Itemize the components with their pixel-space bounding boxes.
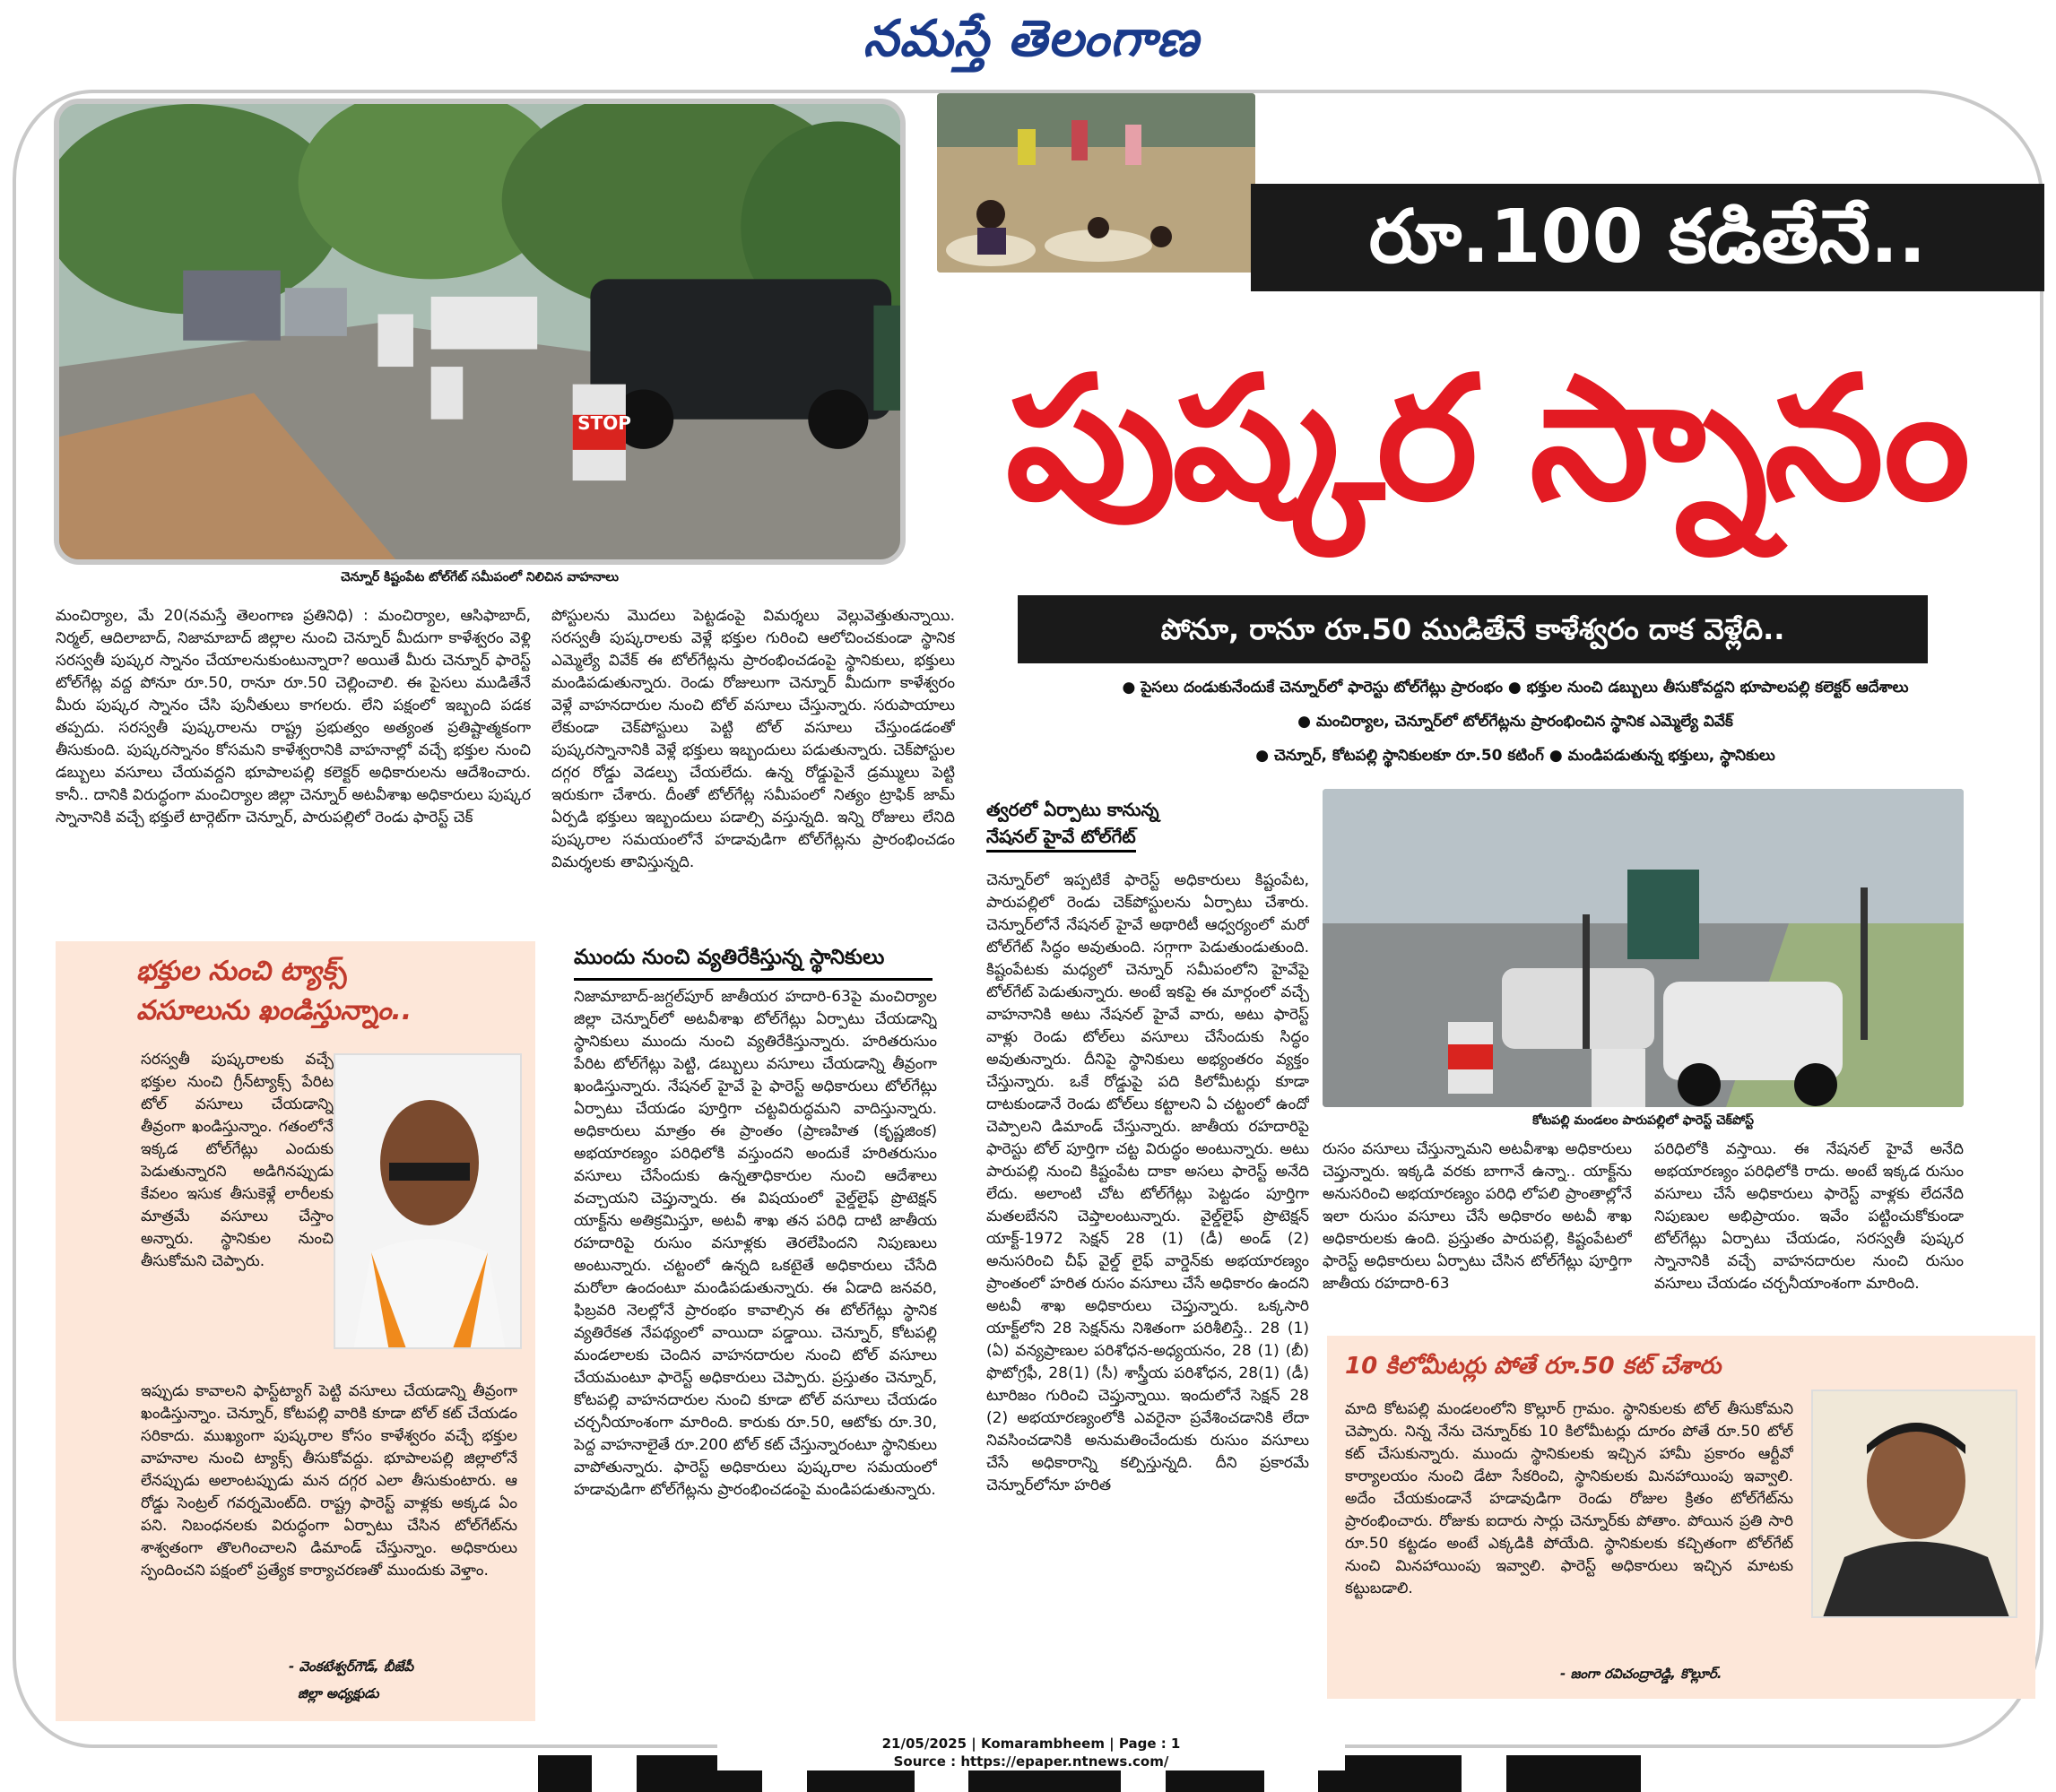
photo-caption: కోటపల్లి మండలం పారుపల్లిలో ఫారెస్ట్ చెక్‌పోస్ట్ (1532, 1113, 1754, 1128)
footer-date-edition: 21/05/2025 | Komarambheem | Page : 1 (881, 1736, 1181, 1752)
highlight-line: ● చెన్నూర్, కోటపల్లి స్థానికులకూ రూ.50 కటింగ్ ● మండిపడుతున్న భక్తులు, స్థానికులు (1255, 747, 1775, 765)
quote-title: 10 కిలోమీటర్లు పోతే రూ.50 కట్ చేశారు (1345, 1353, 1722, 1380)
highlight-line: ● పైసలు దండుకునేందుకే చెన్నూర్‌లో ఫారెస్టు టోల్‌గేట్లు ప్రారంభం ● భక్తుల నుంచి డబ్బులు తీసుకోవద్దని భూపాలపల్లి కలెక్టర్ ఆదేశాలు (1122, 679, 1909, 697)
footer-source: Source : https://epaper.ntnews.com/ (893, 1753, 1169, 1770)
photo-pushkar-bathers (937, 93, 1255, 273)
section-heading-locals: ముందు నుంచి వ్యతిరేకిస్తున్న స్థానికులు (574, 946, 933, 981)
kicker-banner: రూ.100 కడితేనే.. (1251, 184, 2044, 291)
quote-box-bjp (56, 941, 535, 1721)
portrait-photo (1811, 1389, 2017, 1618)
article-column-6: పరిధిలోకి వస్తాయి. ఈ నేషనల్ హైవే అనేది అభయారణ్యం పరిధిలోకి రాదు. అంటే ఇక్కడ రుసుం వసూలు చేసే అధికారులు ఫారెస్ట్ వాళ్లకు లేదనేది నిపుణుల అభిప్రాయం. ఇవేం పట్టించుకోకుండా టోల్‌గేట్లు ఏర్పాటు చేయడం, సరస్వతీ పుష్కర స్నానానికి వచ్చే వాహనదారుల నుంచి రుసుం వసూలు చేయడం చర్చనీయాంశంగా మారింది. (1654, 1140, 1964, 1293)
masthead-logo: నమస్తే తెలంగాణ (863, 9, 1200, 68)
quote-signature: - జంగా రవిచంద్రారెడ్డి, కొల్లూర్. (1560, 1666, 1722, 1682)
highlight-line: ● మంచిర్యాల, చెన్నూర్‌లో టోల్‌గేట్లను ప్రారంభించిన స్థానిక ఎమ్మెల్యే వివేక్ (1297, 713, 1733, 731)
section-heading-line: నేషనల్ హైవే టోల్‌గేట్ (986, 823, 1136, 853)
quote-signature: - వెంకటేశ్వర్‌గౌడ్, బీజేపీ (289, 1658, 414, 1675)
quote-signature-title: జిల్లా అధ్యక్షుడు (298, 1685, 379, 1701)
highlights (986, 671, 2044, 773)
quote-text: మాది కోటపల్లి మండలంలోని కొల్లూర్ గ్రామం. స్థానికులకు టోల్ తీసుకోమని చెప్పారు. నిన్న నేను చెన్నూర్‌కు 10 కిలోమీటర్లు దూరం పోతే రూ.50 టోల్ కట్ చేసుకున్నారు. ముందు స్థానికులకు ఇచ్చిన హామీ ప్రకారం ఆర్టీవో కార్యాలయం నుంచి డేటా సేకరించి, స్థానికులకు మినహాయింపు ఇవ్వాలి. అదేం చేయకుండానే హడావుడిగా రెండు రోజుల క్రితం టోల్‌గేట్‌ను ప్రారంభించారు. రోజుకు ఐదారు సార్లు చెన్నూర్‌కు పోతాం. పోయిన ప్రతి సారి రూ.50 కట్టడం అంటే ఎక్కడికి పోయేది. స్థానికులకు కచ్చితంగా టోల్‌గేట్ నుంచి మినహాయింపు ఇవ్వాలి. ఫారెస్ట్ అధికారులు ఇచ్చిన మాటకు కట్టుబడాలి. (1345, 1400, 1793, 1597)
article-column-3: నిజామాబాద్-జగ్దల్‌పూర్ జాతీయర హదారి-63పై మంచిర్యాల జిల్లా చెన్నూర్‌లో అటవీశాఖ టోల్‌గేట్లు ఏర్పాటు చేయడాన్ని స్థానికులు ముందు నుంచి వ్యతిరేకిస్తున్నారు. హరితరుసుం పేరిట టోల్‌గేట్లు పెట్టి, డబ్బులు వసూలు చేయడాన్ని తీవ్రంగా ఖండిస్తున్నారు. నేషనల్ హైవే పై ఫారెస్ట్ అధికారులు టోల్‌గేట్లు ఏర్పాటు చేయడం పూర్తిగా చట్టవిరుద్ధమని వాదిస్తున్నారు. అధికారులు మాత్రం ఈ ప్రాంతం (ప్రాణహిత (కృష్ణజింక) అభయారణ్యం పరిధిలోకి వస్తుందని అందుకే హరితరుసుం వసూలు చేసేందుకు ఉన్నతాధికారుల నుంచి ఆదేశాలు వచ్చాయని చెప్తున్నారు. ఈ విషయంలో వైల్డ్‌లైఫ్ ప్రొటెక్షన్ యాక్ట్‌ను అతిక్రమిస్తూ, అటవీ శాఖ తన పరిధి దాటి జాతీయ రహదారిపై రుసుం వసూళ్లకు తెరలేపిందని నిపుణులు అంటున్నారు. చట్టంలో ఉన్నది ఒకటైతే అధికారులు చేసేది మరోలా ఉందంటూ మండిపడుతున్నారు. ఈ ఏడాది జనవరి, ఫిబ్రవరి నెలల్లోనే ప్రారంభం కావాల్సిన ఈ టోల్‌గేట్లు స్థానిక వ్యతిరేకత నేపథ్యంలో వాయిదా పడ్డాయి. చెన్నూర్, కోటపల్లి మండలాలకు చెందిన వాహనదారుల నుంచి టోల్ వసూలు చేయమంటూ ఫారెస్ట్ అధికారులు చెప్పారు. ప్రస్తుతం చెన్నూర్, కోటపల్లి వాహనదారుల నుంచి కూడా టోల్ వసూలు చేయడం చర్చనీయాంశంగా మారింది. కారుకు రూ.50, ఆటోకు రూ.30, పెద్ద వాహనాలైతే రూ.200 టోల్ కట్ చేస్తున్నారంటూ స్థానికులు వాపోతున్నారు. ఫారెస్ట్ అధికారులు పుష్కరాల సమయంలో హడావుడిగా టోల్‌గేట్లను ప్రారంభించడంపై మండిపడుతున్నారు. (574, 988, 937, 1499)
stop-sign: STOP (577, 412, 631, 434)
portrait-photo (334, 1053, 522, 1349)
article-column-4: చెన్నూర్‌లో ఇప్పటికే ఫారెస్ట్ అధికారులు కిష్టంపేట, పారుపల్లిలో రెండు చెక్‌పోస్టులను ఏర్పాటు చేశారు. చెన్నూర్‌లోనే నేషనల్ హైవే అథారిటీ ఆధ్వర్యంలో మరో టోల్‌గేట్ సిద్ధం అవుతుంది. సగ్గాగా పెడుతుండుతుంది. కిష్టంపేటకు మధ్యలో చెన్నూర్ సమీపంలోని హైవేపై టోల్‌గేట్ పెడుతున్నారు. అంటే ఇకపై ఈ మార్గంలో వచ్చే వాహనానికి అటు నేషనల్ హైవే వారు, అటు ఫారెస్ట్ వాళ్లు రెండు టోల్‌లు వసూలు చేసేందుకు సిద్ధం అవుతున్నారు. దీనిపై స్థానికులు అభ్యంతరం వ్యక్తం చేస్తున్నారు. ఒకే రోడ్డుపై పది కిలోమీటర్లు కూడా దాటకుండానే రెండు టోల్‌లు కట్టాలని ఏ చట్టంలో ఉందో చెప్పాలని డిమాండ్ చేస్తున్నారు. జాతీయ రహదారిపై ఫారెస్టు టోల్ పూర్తిగా చట్ట విరుద్ధం అంటున్నారు. అటు పారుపల్లి నుంచి కిష్టంపేట దాకా అసలు ఫారెస్ట్ అనేది లేదు. అలాంటి చోట టోల్‌గేట్లు పెట్టడం పూర్తిగా మతలబేనని చెప్తాలంటున్నారు. వైల్డ్‌లైఫ్ ప్రొటెక్షన్ యాక్ట్-1972 సెక్షన్ 28 (1) (డీ) అండ్ (2) అనుసరించి చీఫ్ వైల్డ్ లైఫ్ వార్డెన్‌కు అభయారణ్యం ప్రాంతంలో హరిత రుసం వసూలు చేసే అధికారం ఉందని అటవీ శాఖ అధికారులు చెప్తున్నారు. ఒక్కసారి యాక్ట్‌లోని 28 సెక్షన్‌ను నిశితంగా పరిశీలిస్తే.. 28 (1) (ఏ) వన్యప్రాణుల పరిశోధన-అధ్యయనం, 28 (1) (బీ) ఫొటోగ్రఫీ, 28(1) (సీ) శాస్త్రీయ పరిశోధన, 28(1) (డీ) టూరిజం గురించి చెప్తున్నాయి. ఇందులోనే సెక్షన్ 28 (2) అభయారణ్యంలోకి ఎవరైనా ప్రవేశించడానికి లేదా నివసించడానికి అనుమతించేందుకు రుసుం వసూలు చేసే అధికారాన్ని కల్పిస్తున్నది. దీని ప్రకారమే చెన్నూర్‌లోనూ హరిత (986, 871, 1309, 1494)
photo-caption: చెన్నూర్ కిష్టంపేట టోల్‌గేట్ సమీపంలో నిలిచిన వాహనాలు (340, 570, 620, 584)
photo-tollgate-vehicles (54, 99, 906, 565)
photo-forest-checkpost (1323, 789, 1964, 1107)
section-heading-line: త్వరలో ఏర్పాటు కానున్న (986, 799, 1159, 820)
quote-box-local (1327, 1336, 2035, 1699)
quote-text-narrow: సరస్వతీ పుష్కరాలకు వచ్చే భక్తుల నుంచి గ్రీన్‌ట్యాక్స్ పేరిట టోల్ వసూలు చేయడాన్ని తీవ్రంగా ఖండిస్తున్నాం. గతంలోనే ఇక్కడ టోల్‌గేట్లు ఎందుకు పెడుతున్నారని అడిగినప్పుడు కేవలం ఇసుక తీసుకెళ్లే లారీలకు మాత్రమే వసూలు చేస్తాం అన్నారు. స్థానికుల నుంచి తీసుకోమని చెప్పారు. (141, 1051, 334, 1270)
article-column-5: రుసం వసూలు చేస్తున్నామని అటవీశాఖ అధికారులు చెప్తున్నారు. ఇక్కడి వరకు బాగానే ఉన్నా.. యాక్ట్‌ను అనుసరించి అభయారణ్యం పరిధి లోపలి ప్రాంతాల్లోనే ఇలా రుసుం వసూలు చేసే అధికారం అటవీ శాఖ అధికారులకు ఉంది. ప్రస్తుతం పారుపల్లి, కిష్టంపేటలో ఫారెస్ట్ అధికారులు ఏర్పాటు చేసిన టోల్‌గేట్లు పూర్తిగా జాతీయ రహదారి-63 (1323, 1140, 1632, 1293)
main-headline: పుష్కర స్నానం (1005, 340, 1967, 538)
article-column-1: మంచిర్యాల, మే 20(నమస్తే తెలంగాణ ప్రతినిధి) : మంచిర్యాల, ఆసిఫాబాద్, నిర్మల్, ఆదిలాబాద్, నిజామాబాద్ జిల్లాల నుంచి చెన్నూర్ మీదుగా కాళేశ్వరం వెళ్లి సరస్వతీ పుష్కర స్నానం చేయాలనుకుంటున్నారా? అయితే మీరు చెన్నూర్ ఫారెస్ట్ టోల్‌గేట్ల వద్ద పోనూ రూ.50, రానూ రూ.50 చెల్లించాలి. ఈ పైసలు ముడితేనే మీరు పుష్కర స్నానం చేసి పునీతులు కాగలరు. లేని పక్షంలో ఇబ్బంది పడక తప్పదు. సరస్వతీ పుష్కరాలను రాష్ట్ర ప్రభుత్వం అత్యంత ప్రతిష్టాత్మకంగా తీసుకుంది. పుష్కరస్నానం కోసమని కాళేశ్వరానికి వాహనాల్లో వచ్చే భక్తుల నుంచి డబ్బులు వసూలు చేయవద్దని భూపాలపల్లి కలెక్టర్ అధికారులను ఆదేశించారు. కానీ.. దానికి విరుద్ధంగా మంచిర్యాల జిల్లా చెన్నూర్ అటవీశాఖ అధికారులు పుష్కర స్నానానికి వచ్చే భక్తులే టార్గెట్‌గా చెన్నూర్, పారుపల్లిలో రెండు ఫారెస్ట్ చెక్ (56, 607, 531, 827)
section-heading-nh (986, 796, 1282, 853)
article-column-2: పోస్టులను మొదలు పెట్టడంపై విమర్శలు వెల్లువెత్తుతున్నాయి. సరస్వతీ పుష్కరాలకు వెళ్లే భక్తుల గురించి ఆలోచించకుండా స్థానిక ఎమ్మెల్యే వివేక్ ఈ టోల్‌గేట్లను ప్రారంభించడంపై స్థానికులు, భక్తులు మండిపడుతున్నారు. రెండు రోజులుగా చెన్నూర్ మీదుగా కాళేశ్వరం వెళ్లే వాహనదారుల నుంచి టోల్ వసూలు చేస్తున్నారు. సరుపాయాలు లేకుండా చెక్‌పోస్టులు పెట్టి టోల్ వసూలు చేస్తుండడంతో పుష్కరస్నానానికి వెళ్లే భక్తులు ఇబ్బందులు పడుతున్నారు. చెక్‌పోస్టుల దగ్గర రోడ్డు వెడల్పు చేయలేదు. ఉన్న రోడ్డుపైనే డ్రమ్ములు పెట్టి ఇరుకుగా చేశారు. దీంతో టోల్‌గేట్ల సమీపంలో నిత్యం ట్రాఫిక్ జామ్ ఏర్పడి భక్తులు ఇబ్బందులు పడాల్సి వస్తున్నది. ఇన్ని రోజులు లేనిది పుష్కరాల సమయంలోనే హడావుడిగా టోల్‌గేట్లను ప్రారంభించడం విమర్శలకు తావిస్తున్నది. (551, 607, 955, 871)
quote-title: భక్తుల నుంచి ట్యాక్స్ వసూలును ఖండిస్తున్నాం.. (136, 956, 412, 1026)
quote-text-wide: ఇప్పుడు కావాలని ఫాస్ట్‌ట్యాగ్ పెట్టి వసూలు చేయడాన్ని తీవ్రంగా ఖండిస్తున్నాం. చెన్నూర్, కోటపల్లి వారికి కూడా టోల్ కట్ చేయడం సరికాదు. ముఖ్యంగా పుష్కరాల కోసం కాళేశ్వరం వచ్చే భక్తుల వాహనాల నుంచి ట్యాక్స్ తీసుకోవద్దు. భూపాలపల్లి జిల్లాలోనే లేనప్పుడు అలాంటప్పుడు మన దగ్గర ఎలా తీసుకుంటారు. ఆ రోడ్డు సెంట్రల్ గవర్నమెంట్‌ది. రాష్ట్ర ఫారెస్ట్ వాళ్లకు అక్కడ ఏం పని. నిబంధనలకు విరుద్ధంగా ఏర్పాటు చేసిన టోల్‌గేట్‌ను శాశ్వతంగా తొలగించాలని డిమాండ్ చేస్తున్నాం. అధికారులు స్పందించని పక్షంలో ప్రత్యేక కార్యాచరణతో ముందుకు వెళ్తాం. (141, 1382, 517, 1580)
footer (717, 1735, 1345, 1770)
subhead-banner: పోనూ, రానూ రూ.50 ముడితేనే కాళేశ్వరం దాక వెళ్లేది.. (1018, 595, 1928, 663)
